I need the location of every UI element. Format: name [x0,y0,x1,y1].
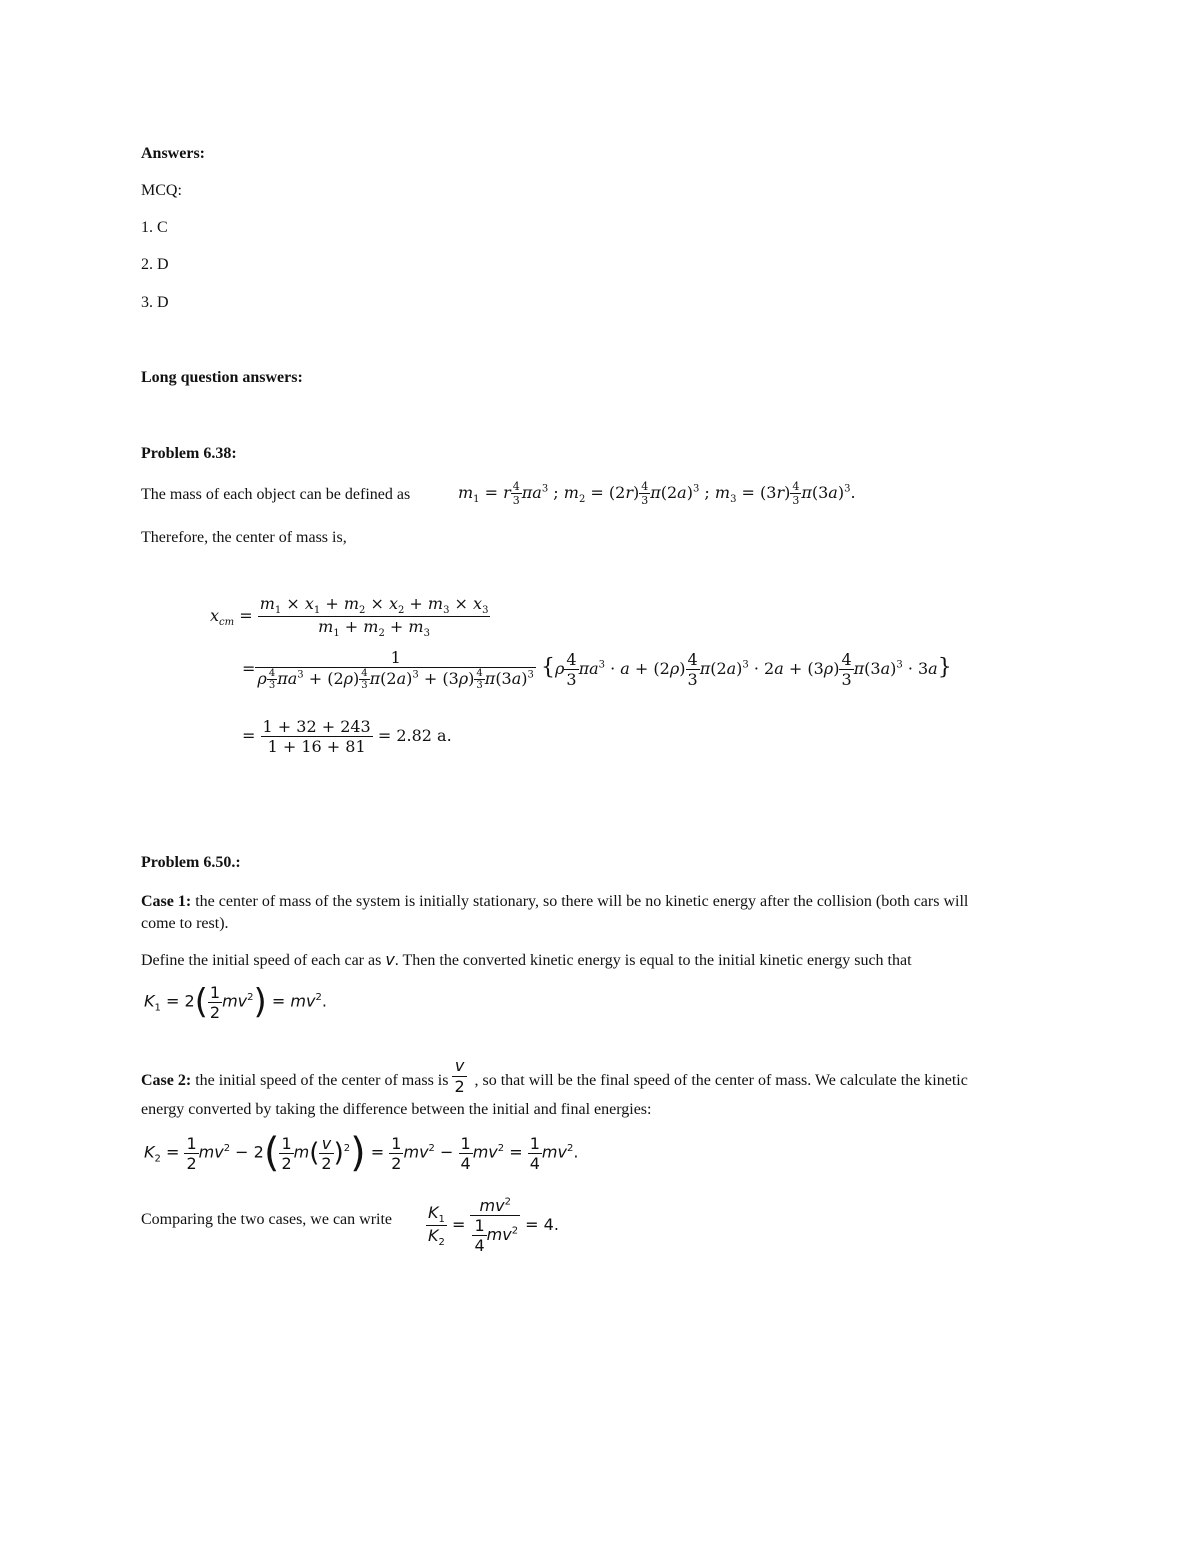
define-text-a: Define the initial speed of each car as [141,952,382,969]
ratio-result: = 4. [525,1215,559,1234]
define-text-b: . Then the converted kinetic energy is equal to the initial kinetic energy such that [394,952,912,969]
case2-text-a: the initial speed of the center of mass is [191,1072,449,1089]
xcm-equation-line2: = 1 ρ $\frac{4}{3}$ $\pi a^3 + (2\rho)$ $\frac{4}{3}$ $\pi(2a)^3 + (3\rho)$ $\frac{4}{3}$ $\pi(3a)^3$ {ρ $\frac{4}{3}$ $\pi a^3 \cdot a + (2\rho)$ $\frac{4}{3}$ $\pi(2a)^3 \cdot 2a + (3\rho)$ $\frac{4}{3}$ $\pi(3a)^3 \cdot 3a$} [242,648,952,691]
case1-paragraph [141,891,1071,935]
xcm-equation-line3: = $\frac{1 + 32 + 243}{1 + 16 + 81}$ = 2.82 a. [242,717,452,756]
define-variable: v [385,950,395,969]
case2-line1 [141,1056,968,1101]
case2-label: Case 2: [141,1072,192,1089]
mcq-item-3: 3. D [141,294,169,311]
therefore-text: Therefore, the center of mass is, [141,529,347,546]
answers-heading: Answers: [141,145,205,162]
long-answers-heading: Long question answers: [141,369,303,386]
case1-text-line1: the center of mass of the system is initially stationary, so there will be no kinetic energy after the collision (both cars will [191,893,969,910]
case1-label: Case 1: [141,893,192,910]
xcm-result: = 2.82 a. [377,726,452,745]
k1-equation: $K_1 = 2$( $\frac{1}{2}$ $mv^2) = mv^2$. [144,982,327,1022]
k2-equation: $K_2$ = $\frac{1}{2}$ $mv^2 - 2$( $\frac{1}{2}$ m( $\frac{v}{2}$ )$^2$) = $\frac{1}{2}$ $mv^2$ − $\frac{1}{4}$ $mv^2$ = $\frac{1}{4}$ $mv^2$. [144,1130,579,1176]
v-over-2-fraction: $\frac{v}{2}$ [454,1056,465,1096]
case1-text-line2: come to rest). [141,915,229,932]
define-line [141,950,912,971]
case2-text-line2: energy converted by taking the difference between the initial and final energies: [141,1101,652,1118]
mcq-label: MCQ: [141,182,182,199]
case2-text-b: , so that will be the final speed of the center of mass. We calculate the kinetic [474,1072,968,1089]
mcq-item-2: 2. D [141,256,169,273]
mcq-item-1: 1. C [141,219,168,236]
mass-definitions-equation: $m_1 = r$ $\frac{4}{3}$ $\pi a^3$ ; $m_2 = (2r)$ $\frac{4}{3}$ $\pi(2a)^3$ ; $m_3 = (3r)$ $\frac{4}{3}$ $\pi(3a)^3$. [458,480,856,507]
xcm-equation-line1: $x_{cm}$ = $\frac{m_1 \times x_1 + m_2 \times x_2 + m_3 \times x_3}{m_1 + m_2 + m_3}$ [210,594,489,640]
compare-text: Comparing the two cases, we can write [141,1211,393,1228]
mass-intro-text: The mass of each object can be defined as [141,486,411,503]
problem-650-heading: Problem 6.50.: [141,854,241,871]
problem-638-heading: Problem 6.38: [141,445,237,462]
ratio-equation: $\frac{K_1}{K_2}$ = $mv^2$ $\frac{1}{4}$ $mv^2$ = 4. [428,1196,559,1255]
